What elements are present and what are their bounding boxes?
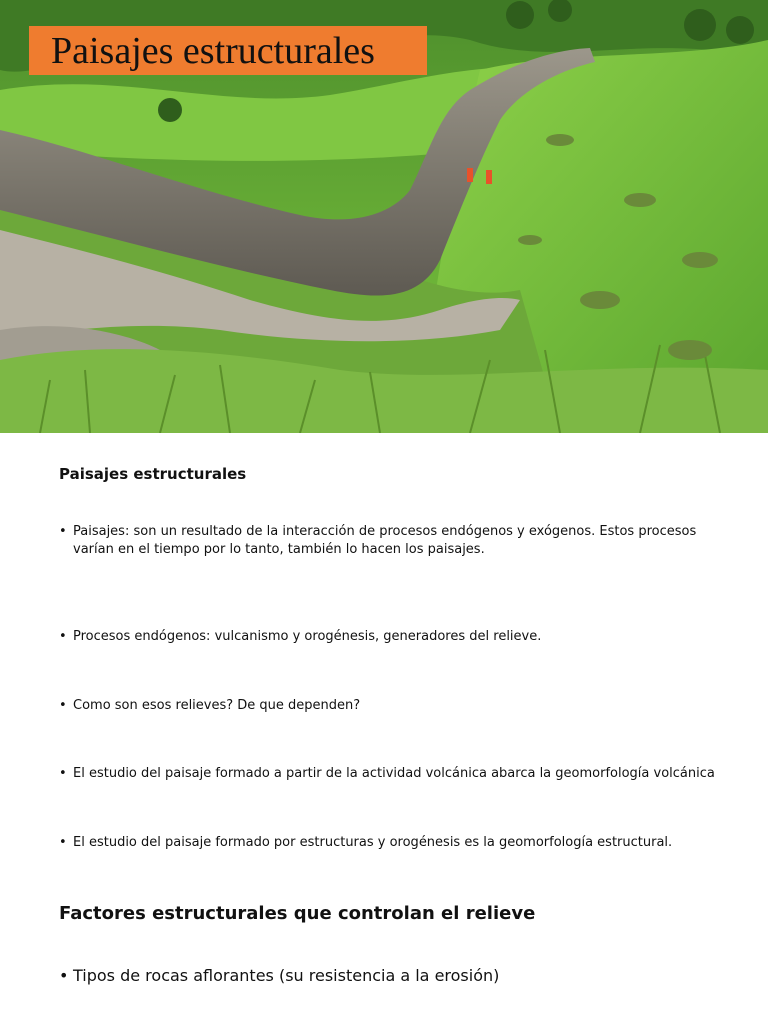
list-item: • Como son esos relieves? De que dependen? [59, 697, 719, 715]
bullet-list [59, 523, 719, 850]
list-item: • Paisajes: son un resultado de la interacción de procesos endógenos y exógenos. Estos procesos varían en el tiempo por lo tanto, también lo hacen los paisajes. [59, 523, 719, 559]
list-item: • Procesos endógenos: vulcanismo y orogénesis, generadores del relieve. [59, 628, 719, 646]
slide-title-banner [29, 26, 427, 75]
list-item: • El estudio del paisaje formado a partir de la actividad volcánica abarca la geomorfología volcánica [59, 765, 719, 783]
section-heading: Paisajes estructurales [59, 465, 247, 483]
list-item: • Tipos de rocas aflorantes (su resistencia a la erosión) [59, 965, 499, 987]
factors-list [59, 965, 499, 987]
slide-title: Paisajes estructurales [51, 30, 375, 72]
factors-heading: Factores estructurales que controlan el relieve [59, 903, 536, 924]
list-item: • El estudio del paisaje formado por estructuras y orogénesis es la geomorfología estructural. [59, 834, 719, 852]
